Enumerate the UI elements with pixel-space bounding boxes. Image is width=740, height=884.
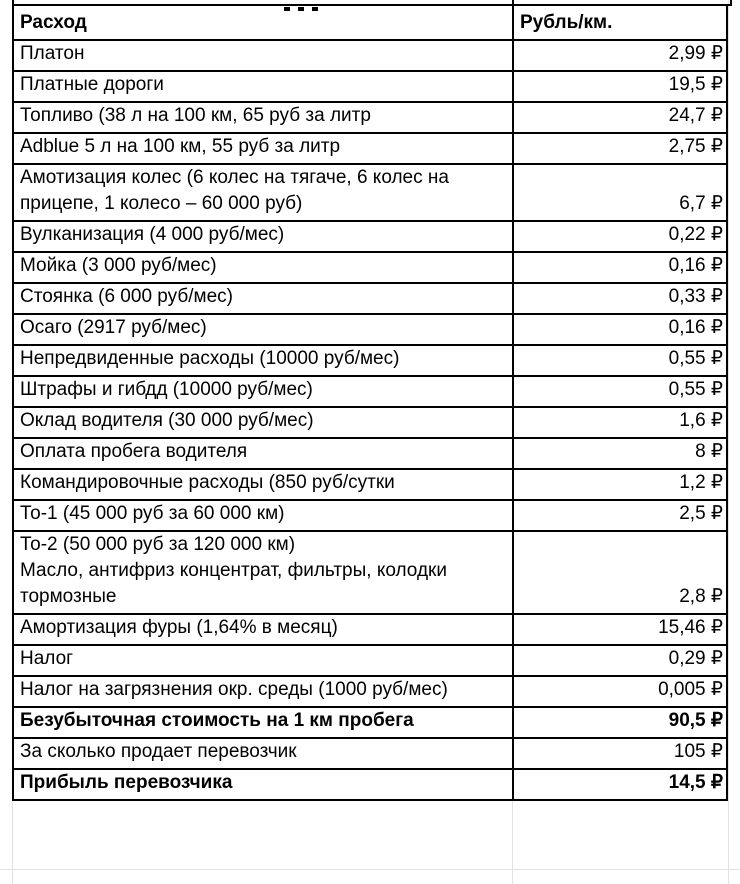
expense-label-text: Adblue 5 л на 100 км, 55 руб за литр — [20, 136, 341, 157]
rub-per-km-value-cell[interactable]: 0,29 ₽ — [513, 645, 727, 676]
table-row — [13, 469, 727, 500]
expense-label-text: Топливо (38 л на 100 км, 65 руб за литр — [20, 105, 371, 126]
expense-label-text: Платон — [20, 43, 85, 64]
expense-label-cell[interactable] — [13, 738, 513, 769]
expense-label-cell[interactable] — [13, 645, 513, 676]
table-row — [13, 438, 727, 469]
rub-per-km-value-cell[interactable]: 90,5 ₽ — [513, 707, 727, 738]
expense-label-text: Налог на загрязнения окр. среды (1000 руб/мес) — [20, 679, 448, 700]
table-row — [13, 345, 727, 376]
table-row — [13, 164, 727, 221]
table-row — [13, 500, 727, 531]
header-row — [13, 5, 727, 40]
rub-per-km-value-cell[interactable]: 2,8 ₽ — [513, 531, 727, 614]
rub-per-km-value-cell[interactable]: 0,55 ₽ — [513, 376, 727, 407]
expense-label-cell[interactable] — [13, 221, 513, 252]
expense-label-cell[interactable] — [13, 438, 513, 469]
table-row — [13, 221, 727, 252]
table-row — [13, 769, 727, 800]
expense-label-text: Безубыточная стоимость на 1 км пробега — [20, 710, 414, 731]
expense-label-text: Непредвиденные расходы (10000 руб/мес) — [20, 348, 400, 369]
expense-label-cell[interactable] — [13, 376, 513, 407]
expense-label-text: Прибыль перевозчика — [20, 772, 233, 793]
table-row — [13, 614, 727, 645]
expense-label-cell[interactable] — [13, 133, 513, 164]
rub-per-km-value-cell[interactable]: 19,5 ₽ — [513, 71, 727, 102]
rub-per-km-value-cell[interactable]: 15,46 ₽ — [513, 614, 727, 645]
rub-per-km-value-cell[interactable]: 2,99 ₽ — [513, 40, 727, 71]
table-row — [13, 71, 727, 102]
header-rub-per-km-cell[interactable]: Рубль/км. — [513, 5, 727, 40]
table-row — [13, 376, 727, 407]
expense-table — [12, 4, 728, 801]
expense-label-cell[interactable] — [13, 469, 513, 500]
table-row — [13, 133, 727, 164]
rub-per-km-value-cell[interactable]: 0,16 ₽ — [513, 252, 727, 283]
expense-label-cell[interactable] — [13, 164, 513, 221]
rub-per-km-value-cell[interactable]: 0,33 ₽ — [513, 283, 727, 314]
expense-label-cell[interactable] — [13, 676, 513, 707]
expense-label-cell[interactable] — [13, 283, 513, 314]
expense-label-cell[interactable] — [13, 500, 513, 531]
expense-label-text: Платные дороги — [20, 74, 164, 95]
rub-per-km-value-cell[interactable]: 0,16 ₽ — [513, 314, 727, 345]
table-row — [13, 283, 727, 314]
expense-label-cell[interactable] — [13, 769, 513, 800]
table-row — [13, 738, 727, 769]
table-row — [13, 676, 727, 707]
table-row — [13, 707, 727, 738]
rub-per-km-value-cell[interactable]: 0,22 ₽ — [513, 221, 727, 252]
expense-label-text: Налог — [20, 648, 74, 669]
header-expense-cell[interactable]: Расход — [13, 5, 513, 40]
expense-label-cell[interactable] — [13, 40, 513, 71]
expense-label-text: Оклад водителя (30 000 руб/мес) — [20, 410, 314, 431]
table-row — [13, 645, 727, 676]
rub-per-km-value-cell[interactable]: 6,7 ₽ — [513, 164, 727, 221]
expense-label-cell[interactable] — [13, 531, 513, 614]
rub-per-km-value-cell[interactable]: 2,5 ₽ — [513, 500, 727, 531]
expense-label-text: Мойка (3 000 руб/мес) — [20, 255, 217, 276]
expense-label-text: За сколько продает перевозчик — [20, 741, 297, 762]
gridline — [728, 0, 729, 884]
expense-label-text: Амотизация колес (6 колес на тягаче, 6 колес на прицепе, 1 колесо – 60 000 руб) — [20, 167, 449, 214]
rub-per-km-value-cell[interactable]: 1,2 ₽ — [513, 469, 727, 500]
table-row — [13, 40, 727, 71]
expense-label-cell[interactable] — [13, 102, 513, 133]
expense-label-text: Амортизация фуры (1,64% в месяц) — [20, 617, 338, 638]
expense-label-cell[interactable] — [13, 252, 513, 283]
rub-per-km-value-cell[interactable]: 105 ₽ — [513, 738, 727, 769]
expense-label-text: Вулканизация (4 000 руб/мес) — [20, 224, 285, 245]
rub-per-km-value-cell[interactable]: 0,55 ₽ — [513, 345, 727, 376]
expense-label-text: Штрафы и гибдд (10000 руб/мес) — [20, 379, 313, 400]
rub-per-km-value-cell[interactable]: 1,6 ₽ — [513, 407, 727, 438]
expense-label-text: То-2 (50 000 руб за 120 000 км) — [20, 534, 296, 555]
rub-per-km-value-cell[interactable]: 0,005 ₽ — [513, 676, 727, 707]
table-row — [13, 531, 727, 614]
rub-per-km-value-cell[interactable]: 8 ₽ — [513, 438, 727, 469]
expense-label-text: Осаго (2917 руб/мес) — [20, 317, 207, 338]
rub-per-km-value-cell[interactable]: 2,75 ₽ — [513, 133, 727, 164]
table-row — [13, 314, 727, 345]
table-row — [13, 252, 727, 283]
expense-label-cell[interactable] — [13, 71, 513, 102]
expense-label-text-line2: Масло, антифриз концентрат, фильтры, колодки тормозные — [20, 560, 447, 607]
expense-label-text: То-1 (45 000 руб за 60 000 км) — [20, 503, 285, 524]
table-row — [13, 407, 727, 438]
expense-label-cell[interactable] — [13, 314, 513, 345]
table-row — [13, 102, 727, 133]
expense-label-cell[interactable] — [13, 345, 513, 376]
expense-label-text: Стоянка (6 000 руб/мес) — [20, 286, 233, 307]
gridline — [0, 869, 740, 870]
rub-per-km-value-cell[interactable]: 14,5 ₽ — [513, 769, 727, 800]
rub-per-km-value-cell[interactable]: 24,7 ₽ — [513, 102, 727, 133]
expense-label-cell[interactable] — [13, 614, 513, 645]
expense-label-cell[interactable] — [13, 707, 513, 738]
expense-label-cell[interactable] — [13, 407, 513, 438]
expense-label-text: Командировочные расходы (850 руб/сутки — [20, 472, 395, 493]
expense-label-text: Оплата пробега водителя — [20, 441, 248, 462]
